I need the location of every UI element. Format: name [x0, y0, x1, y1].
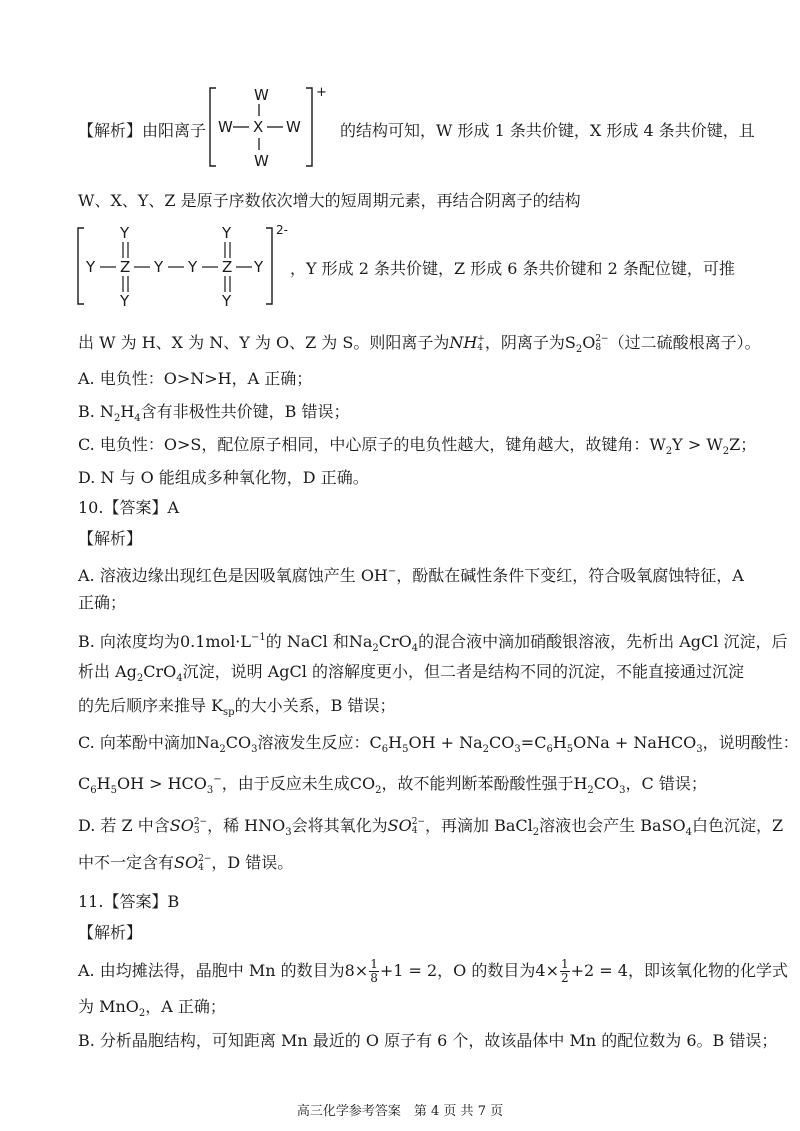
cation-center-x: X [253, 118, 264, 136]
q10-d-line2: 中不一定含有SO 2− 4 ，D 错误。 [78, 853, 294, 873]
cation-right-w: W [286, 118, 301, 136]
q9-option-a: A. 电负性：O>N>H，A 正确； [78, 369, 313, 388]
analysis-intro-suffix: 的结构可知，W 形成 1 条共价键，X 形成 4 条共价键，且 [340, 121, 755, 140]
cation-bottom-w: W [254, 152, 269, 170]
analysis-intro-line2: W、X、Y、Z 是原子序数依次增大的短周期元素，再结合阴离子的结构 [78, 191, 581, 210]
anion-y-right: Y [254, 258, 264, 276]
anion-charge: 2- [276, 223, 288, 237]
anion-z-1: Z [120, 258, 131, 276]
cation-structure [208, 80, 338, 175]
q10-a-line2: 正确； [78, 593, 127, 612]
q9-option-b: B. $N_2H_4$含有非极性共价键，B 错误； [78, 402, 350, 424]
analysis-intro-line4: 出 W 为 H、X 为 N、Y 为 O、Z 为 S。则阳离子为NH + 4 ，阴离子为$S_2O$ 2− 8 （过二硫酸根离子）。 [78, 333, 761, 355]
anion-y-top-2: Y [222, 224, 232, 242]
anion-y-bottom-1: Y [120, 292, 130, 310]
q10-c-line1: C. 向苯酚中滴加$Na_2CO_3$溶液发生反应：$C_6H_5OH + Na_2CO_3=C_6H_5ONa$ + NaHCO$_3$，说明酸性： [78, 733, 799, 755]
analysis-intro-prefix: 【解析】由阳离子 [78, 121, 207, 140]
anion-y-mid-1: Y [154, 258, 164, 276]
q11-analysis-label: 【解析】 [78, 923, 143, 942]
q9-option-c: C. 电负性：O>S，配位原子相同，中心原子的电负性越大，键角越大，故键角：$W_2Y > W_2Z$； [78, 435, 757, 457]
q11-a-line2: 为 MnO$_2$，A 正确； [78, 997, 226, 1019]
q10-a-line1: A. 溶液边缘出现红色是因吸氧腐蚀产生 OH−，酚酞在碱性条件下变红，符合吸氧腐蚀特征，A [78, 566, 744, 585]
q10-b-line1: B. 向浓度均为$0.1mol\cdot L^{-1}$的 NaCl 和$Na_2CrO_4$的混合液中滴加硝酸银溶液，先析出 AgCl 沉淀，后 [78, 632, 788, 654]
cation-charge: + [316, 85, 327, 100]
anion-y-left: Y [86, 258, 96, 276]
q10-b-line3: 的先后顺序来推导 $K_{sp}$的大小关系，B 错误； [78, 696, 396, 718]
q10-c-line2: $C_6H_5OH > HCO_3^-$，由于反应未生成$CO_2$，故不能判断苯酚酸性强于$H_2CO_3$，C 错误； [78, 774, 707, 796]
q11-a-line1: A. 由均摊法得，晶胞中 Mn 的数目为8× $\frac{1}{8}$ +1 = 2，O 的数目为4× $\frac{1}{2}$ +2 = 4，即该氧化物的化学式 [78, 957, 788, 985]
anion-structure [76, 222, 306, 312]
cation-left-w: W [218, 118, 233, 136]
cation-top-w: W [254, 86, 269, 104]
q10-analysis-label: 【解析】 [78, 529, 143, 548]
page-footer: 高三化学参考答案 第 4 页 共 7 页 [296, 1104, 504, 1119]
anion-y-top-1: Y [120, 224, 130, 242]
q10-d-line1: D. 若 Z 中含SO 2− 3 ，稀 $HNO_3$会将其氧化为SO 2− 4 ，再滴加 BaCl$_2$溶液也会产生 BaSO$_4$白色沉淀，Z [78, 816, 784, 838]
anion-y-mid-2: Y [188, 258, 198, 276]
q10-answer: 10.【答案】A [78, 498, 180, 517]
anion-z-2: Z [222, 258, 233, 276]
q11-b-line1: B. 分析晶胞结构，可知距离 Mn 最近的 O 原子有 6 个，故该晶体中 Mn 的配位数为 6。B 错误； [78, 1031, 778, 1050]
q10-b-line2: 析出 $Ag_2CrO_4$沉淀，说明 AgCl 的溶解度更小，但二者是结构不同的沉淀，不能直接通过沉淀 [78, 662, 744, 684]
q9-option-d: D. N 与 O 能组成多种氧化物，D 正确。 [78, 468, 369, 487]
analysis-intro-line3: ，Y 形成 2 条共价键，Z 形成 6 条共价键和 2 条配位键，可推 [290, 259, 735, 278]
anion-y-bottom-2: Y [222, 292, 232, 310]
q11-answer: 11.【答案】B [78, 892, 180, 911]
